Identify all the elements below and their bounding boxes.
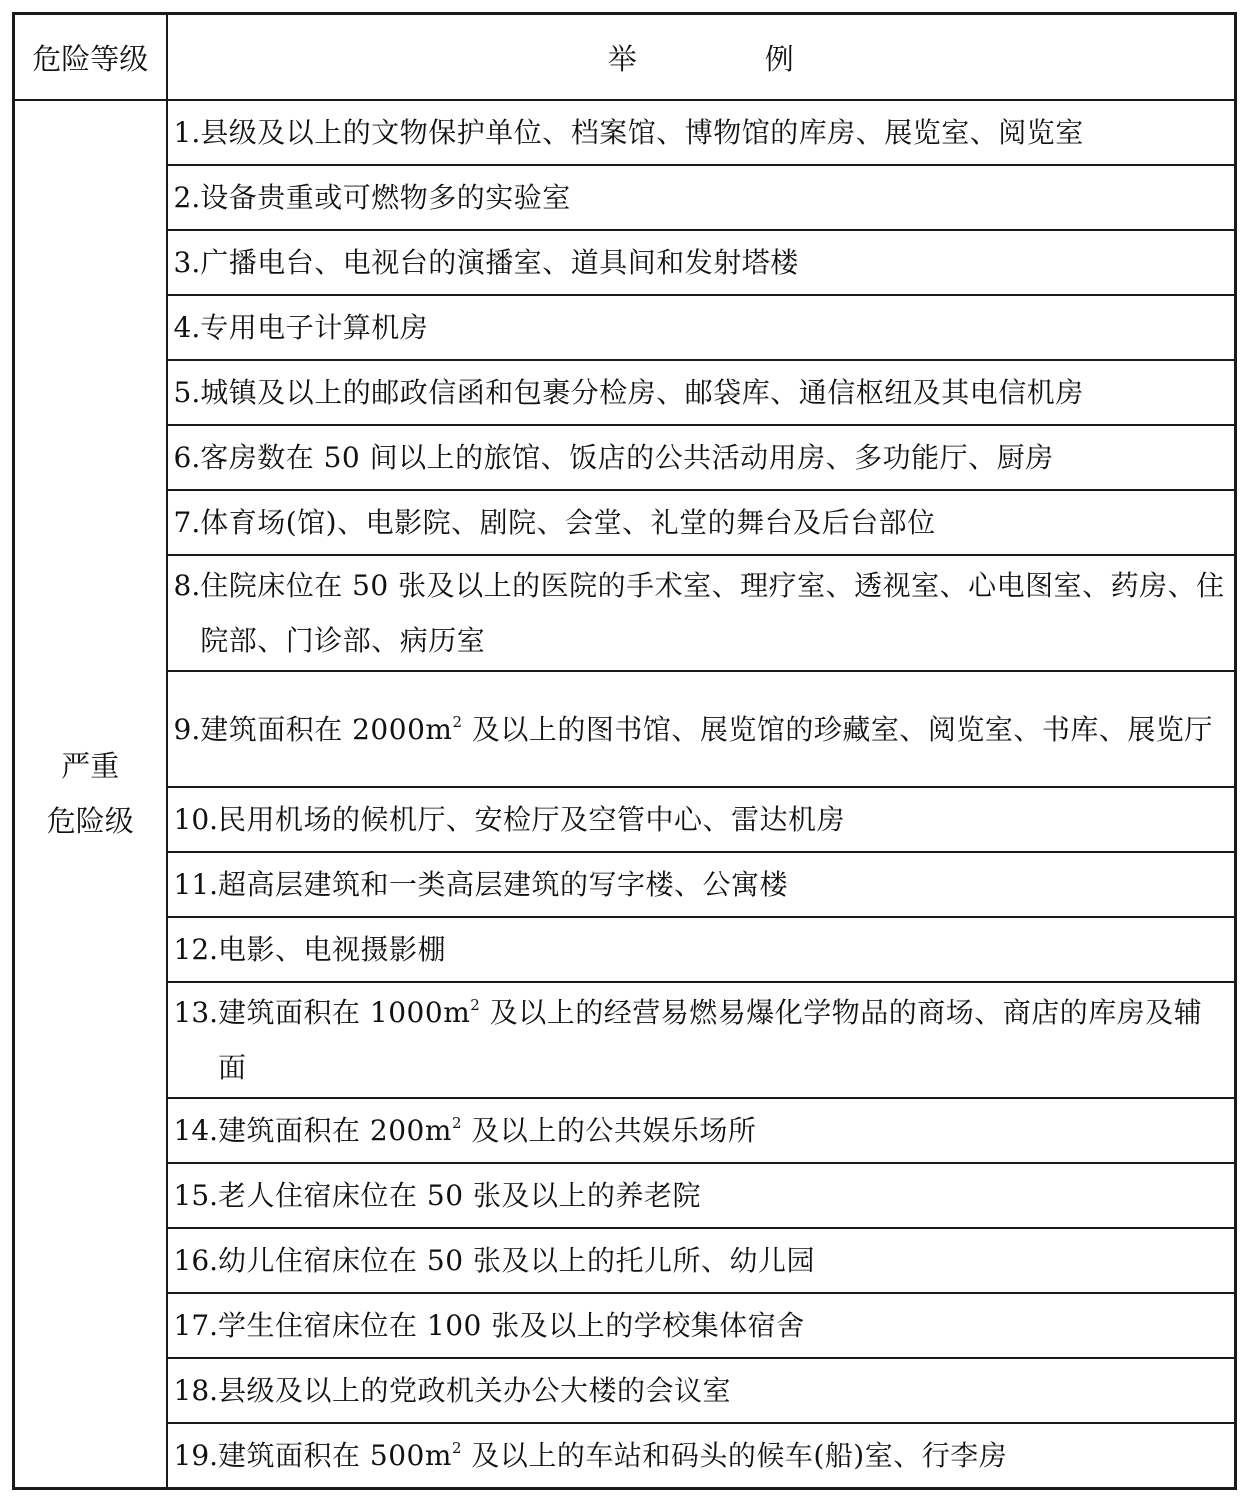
example-cell xyxy=(167,787,1236,852)
item-superscript: 2 xyxy=(451,1439,462,1457)
example-cell xyxy=(167,490,1236,555)
item-number: 10. xyxy=(173,803,219,836)
item-text-main: 体育场(馆)、电影院、剧院、会堂、礼堂的舞台及后台部位 xyxy=(200,506,936,539)
item-number: 6. xyxy=(173,441,201,474)
item-number: 18. xyxy=(173,1374,219,1407)
table-row xyxy=(14,1358,1236,1423)
table-row xyxy=(14,1098,1236,1163)
hazard-level-table xyxy=(12,12,1237,1490)
item-text xyxy=(200,235,1230,290)
level-cell-severe xyxy=(14,100,167,1489)
header-example-char-2: 例 xyxy=(764,41,794,76)
item-text xyxy=(218,792,1230,847)
item-number: 11. xyxy=(173,868,219,901)
header-example-char-1: 举 xyxy=(607,41,637,76)
item-text xyxy=(200,702,1230,757)
example-cell xyxy=(167,1163,1236,1228)
example-cell xyxy=(167,295,1236,360)
item-superscript: 2 xyxy=(451,1114,462,1132)
item-text xyxy=(200,558,1230,668)
table-row xyxy=(14,295,1236,360)
item-text xyxy=(218,1233,1230,1288)
item-text-rest: 及以上的车站和码头的候车(船)室、行李房 xyxy=(461,1439,1008,1472)
item-text xyxy=(218,1103,1230,1158)
item-number: 2. xyxy=(173,181,201,214)
item-number: 8. xyxy=(173,569,201,602)
item-text-main: 超高层建筑和一类高层建筑的写字楼、公寓楼 xyxy=(218,868,789,901)
item-text xyxy=(218,985,1230,1095)
table-row xyxy=(14,100,1236,165)
item-text-main: 设备贵重或可燃物多的实验室 xyxy=(200,181,571,214)
table-row xyxy=(14,1163,1236,1228)
item-text-main: 客房数在 50 间以上的旅馆、饭店的公共活动用房、多功能厅、厨房 xyxy=(200,441,1054,474)
item-text-main: 学生住宿床位在 100 张及以上的学校集体宿舍 xyxy=(218,1309,805,1342)
item-text xyxy=(218,1363,1230,1418)
item-text-main: 县级及以上的党政机关办公大楼的会议室 xyxy=(218,1374,732,1407)
table-row xyxy=(14,230,1236,295)
table-row xyxy=(14,1228,1236,1293)
table-row xyxy=(14,360,1236,425)
item-text-main: 建筑面积在 200m xyxy=(218,1114,452,1147)
level-label-line2: 危险级 xyxy=(46,804,134,838)
item-number: 3. xyxy=(173,246,201,279)
example-cell xyxy=(167,230,1236,295)
item-text-main: 建筑面积在 1000m xyxy=(218,996,471,1029)
example-cell xyxy=(167,671,1236,787)
example-cell xyxy=(167,165,1236,230)
table-row xyxy=(14,165,1236,230)
item-number: 5. xyxy=(173,376,201,409)
item-text xyxy=(200,300,1230,355)
header-examples xyxy=(167,14,1236,101)
item-text xyxy=(200,170,1230,225)
example-cell xyxy=(167,982,1236,1098)
item-number: 16. xyxy=(173,1244,219,1277)
item-text-main: 住院床位在 50 张及以上的医院的手术室、理疗室、透视室、心电图室、药房、住院部、门诊部、病历室 xyxy=(200,569,1225,657)
table-row xyxy=(14,490,1236,555)
item-number: 12. xyxy=(173,933,219,966)
example-cell xyxy=(167,1228,1236,1293)
example-cell xyxy=(167,1358,1236,1423)
item-text xyxy=(218,922,1230,977)
item-text-main: 民用机场的候机厅、安检厅及空管中心、雷达机房 xyxy=(218,803,846,836)
item-text-main: 县级及以上的文物保护单位、档案馆、博物馆的库房、展览室、阅览室 xyxy=(200,116,1084,149)
item-text-main: 建筑面积在 500m xyxy=(218,1439,452,1472)
table-header-row xyxy=(14,14,1236,101)
item-text-main: 城镇及以上的邮政信函和包裹分检房、邮袋库、通信枢纽及其电信机房 xyxy=(200,376,1084,409)
item-text xyxy=(200,105,1230,160)
item-text xyxy=(218,857,1230,912)
item-text xyxy=(218,1428,1230,1483)
item-number: 13. xyxy=(173,996,219,1029)
item-number: 4. xyxy=(173,311,201,344)
example-cell xyxy=(167,425,1236,490)
item-text-main: 建筑面积在 2000m xyxy=(200,712,453,746)
item-text-rest: 及以上的经营易燃易爆化学物品的商场、商店的库房及辅面 xyxy=(218,996,1203,1084)
example-cell xyxy=(167,1098,1236,1163)
item-text-main: 幼儿住宿床位在 50 张及以上的托儿所、幼儿园 xyxy=(218,1244,815,1277)
table-row xyxy=(14,1423,1236,1489)
item-text-rest: 及以上的公共娱乐场所 xyxy=(461,1114,757,1147)
example-cell xyxy=(167,100,1236,165)
level-label-line1: 严重 xyxy=(61,749,120,783)
table-row xyxy=(14,671,1236,787)
item-number: 9. xyxy=(173,712,201,746)
item-text xyxy=(200,365,1230,420)
example-cell xyxy=(167,1293,1236,1358)
item-number: 17. xyxy=(173,1309,219,1342)
item-number: 1. xyxy=(173,116,201,149)
item-number: 7. xyxy=(173,506,201,539)
example-cell xyxy=(167,360,1236,425)
item-text xyxy=(200,495,1230,550)
item-text xyxy=(218,1298,1230,1353)
table-row xyxy=(14,555,1236,671)
item-superscript: 2 xyxy=(452,712,463,731)
item-number: 14. xyxy=(173,1114,219,1147)
item-text xyxy=(218,1168,1230,1223)
item-text-rest: 及以上的图书馆、展览馆的珍藏室、阅览室、书库、展览厅 xyxy=(462,712,1213,746)
table-row xyxy=(14,982,1236,1098)
header-hazard-level: 危险等级 xyxy=(14,14,167,101)
example-cell xyxy=(167,1423,1236,1489)
item-text-main: 电影、电视摄影棚 xyxy=(218,933,447,966)
table-row xyxy=(14,1293,1236,1358)
example-cell xyxy=(167,852,1236,917)
item-number: 19. xyxy=(173,1439,219,1472)
table-row xyxy=(14,425,1236,490)
example-cell xyxy=(167,555,1236,671)
item-text xyxy=(200,430,1230,485)
table-row xyxy=(14,852,1236,917)
item-text-main: 老人住宿床位在 50 张及以上的养老院 xyxy=(218,1179,701,1212)
table-row xyxy=(14,787,1236,852)
item-text-main: 专用电子计算机房 xyxy=(200,311,429,344)
item-text-main: 广播电台、电视台的演播室、道具间和发射塔楼 xyxy=(200,246,799,279)
item-number: 15. xyxy=(173,1179,219,1212)
item-superscript: 2 xyxy=(470,996,481,1014)
example-cell xyxy=(167,917,1236,982)
table-row xyxy=(14,917,1236,982)
